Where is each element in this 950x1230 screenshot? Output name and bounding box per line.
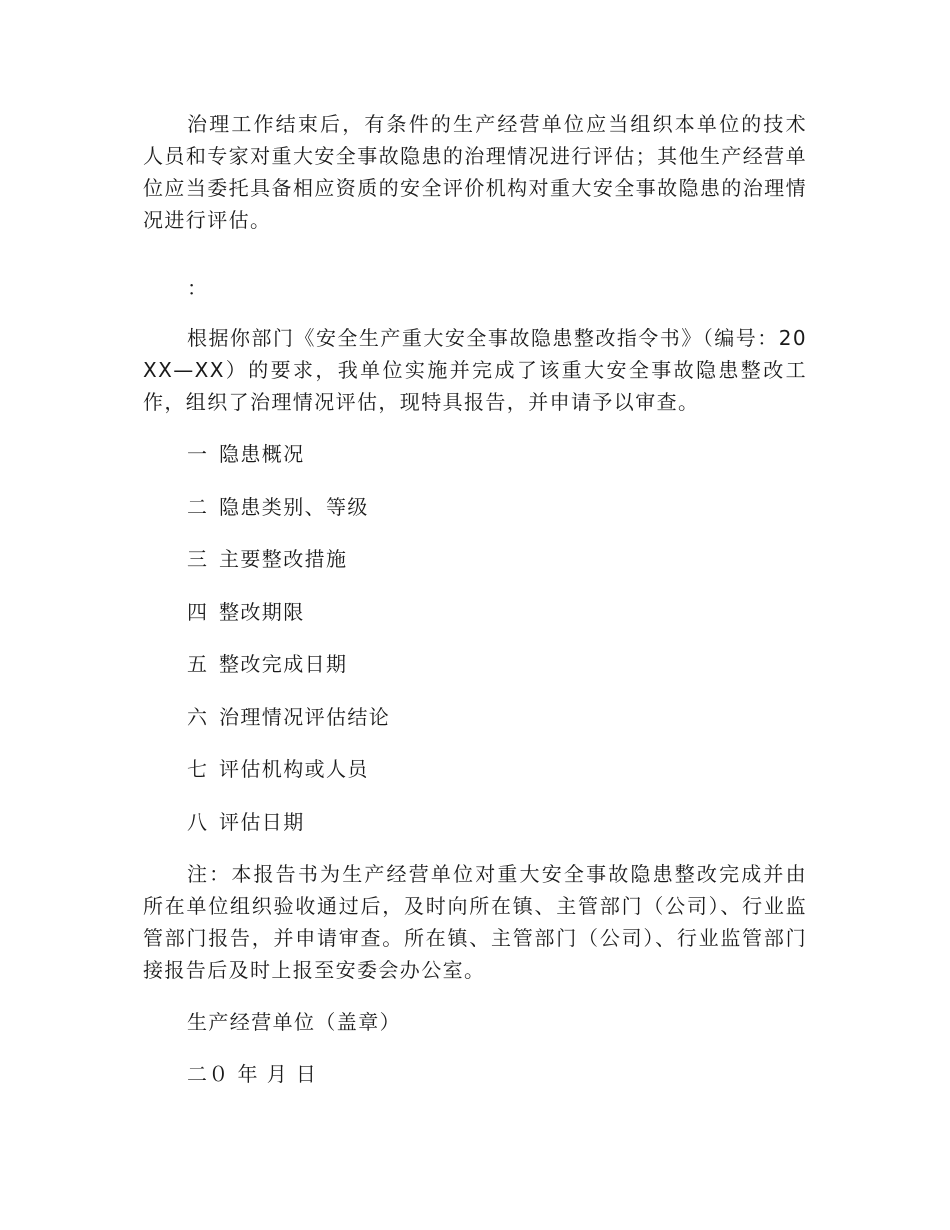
list-item-text: 整改期限: [219, 599, 305, 624]
list-item: [143, 701, 807, 733]
list-item: [143, 648, 807, 680]
list-item: [143, 806, 807, 838]
list-item-text: 治理情况评估结论: [219, 704, 391, 729]
list-item-text: 评估日期: [219, 809, 305, 834]
list-item-number: 二: [187, 494, 209, 519]
list-item-number: 八: [187, 809, 209, 834]
list-item-number: 五: [187, 652, 209, 676]
date-line: 二０ 年 月 日: [187, 1062, 318, 1086]
list-item-text: 评估机构或人员: [219, 757, 369, 781]
list-item-text: 隐患概况: [219, 442, 305, 466]
list-item-number: 四: [187, 599, 209, 624]
paragraph-note: 注：本报告书为生产经营单位对重大安全事故隐患整改完成并由所在单位组织验收通过后，及时向所在镇、主管部门（公司）、行业监管部门报告，并申请审查。所在镇、主管部门（公司）、行业监管部门接报告后及时上报至安委会办公室。: [143, 862, 807, 982]
list-item: [143, 753, 807, 785]
list-item: [143, 596, 807, 628]
list-item-number: 七: [187, 757, 209, 781]
paragraph-evaluation-requirement: 治理工作结束后，有条件的生产经营单位应当组织本单位的技术人员和专家对重大安全事故隐患的治理情况进行评估；其他生产经营单位应当委托具备相应资质的安全评价机构对重大安全事故隐患的治理情况进行评估。: [143, 112, 807, 232]
stamp-line: 生产经营单位（盖章）: [187, 1010, 401, 1034]
list-item: [143, 491, 807, 523]
report-section-list: [143, 438, 807, 838]
list-item-number: 一: [187, 442, 209, 466]
document-body: [143, 108, 807, 1090]
list-item-number: 三: [187, 547, 209, 571]
list-item-number: 六: [187, 704, 209, 729]
addressee-line: ：: [187, 276, 209, 300]
list-item-text: 隐患类别、等级: [219, 494, 369, 519]
list-item: [143, 438, 807, 470]
list-item: [143, 543, 807, 575]
paragraph-report-statement: 根据你部门《安全生产重大安全事故隐患整改指令书》（编号：20XX—XX）的要求，我单位实施并完成了该重大安全事故隐患整改工作，组织了治理情况评估，现特具报告，并申请予以审查。: [143, 326, 807, 414]
list-item-text: 整改完成日期: [219, 652, 348, 676]
list-item-text: 主要整改措施: [219, 547, 348, 571]
